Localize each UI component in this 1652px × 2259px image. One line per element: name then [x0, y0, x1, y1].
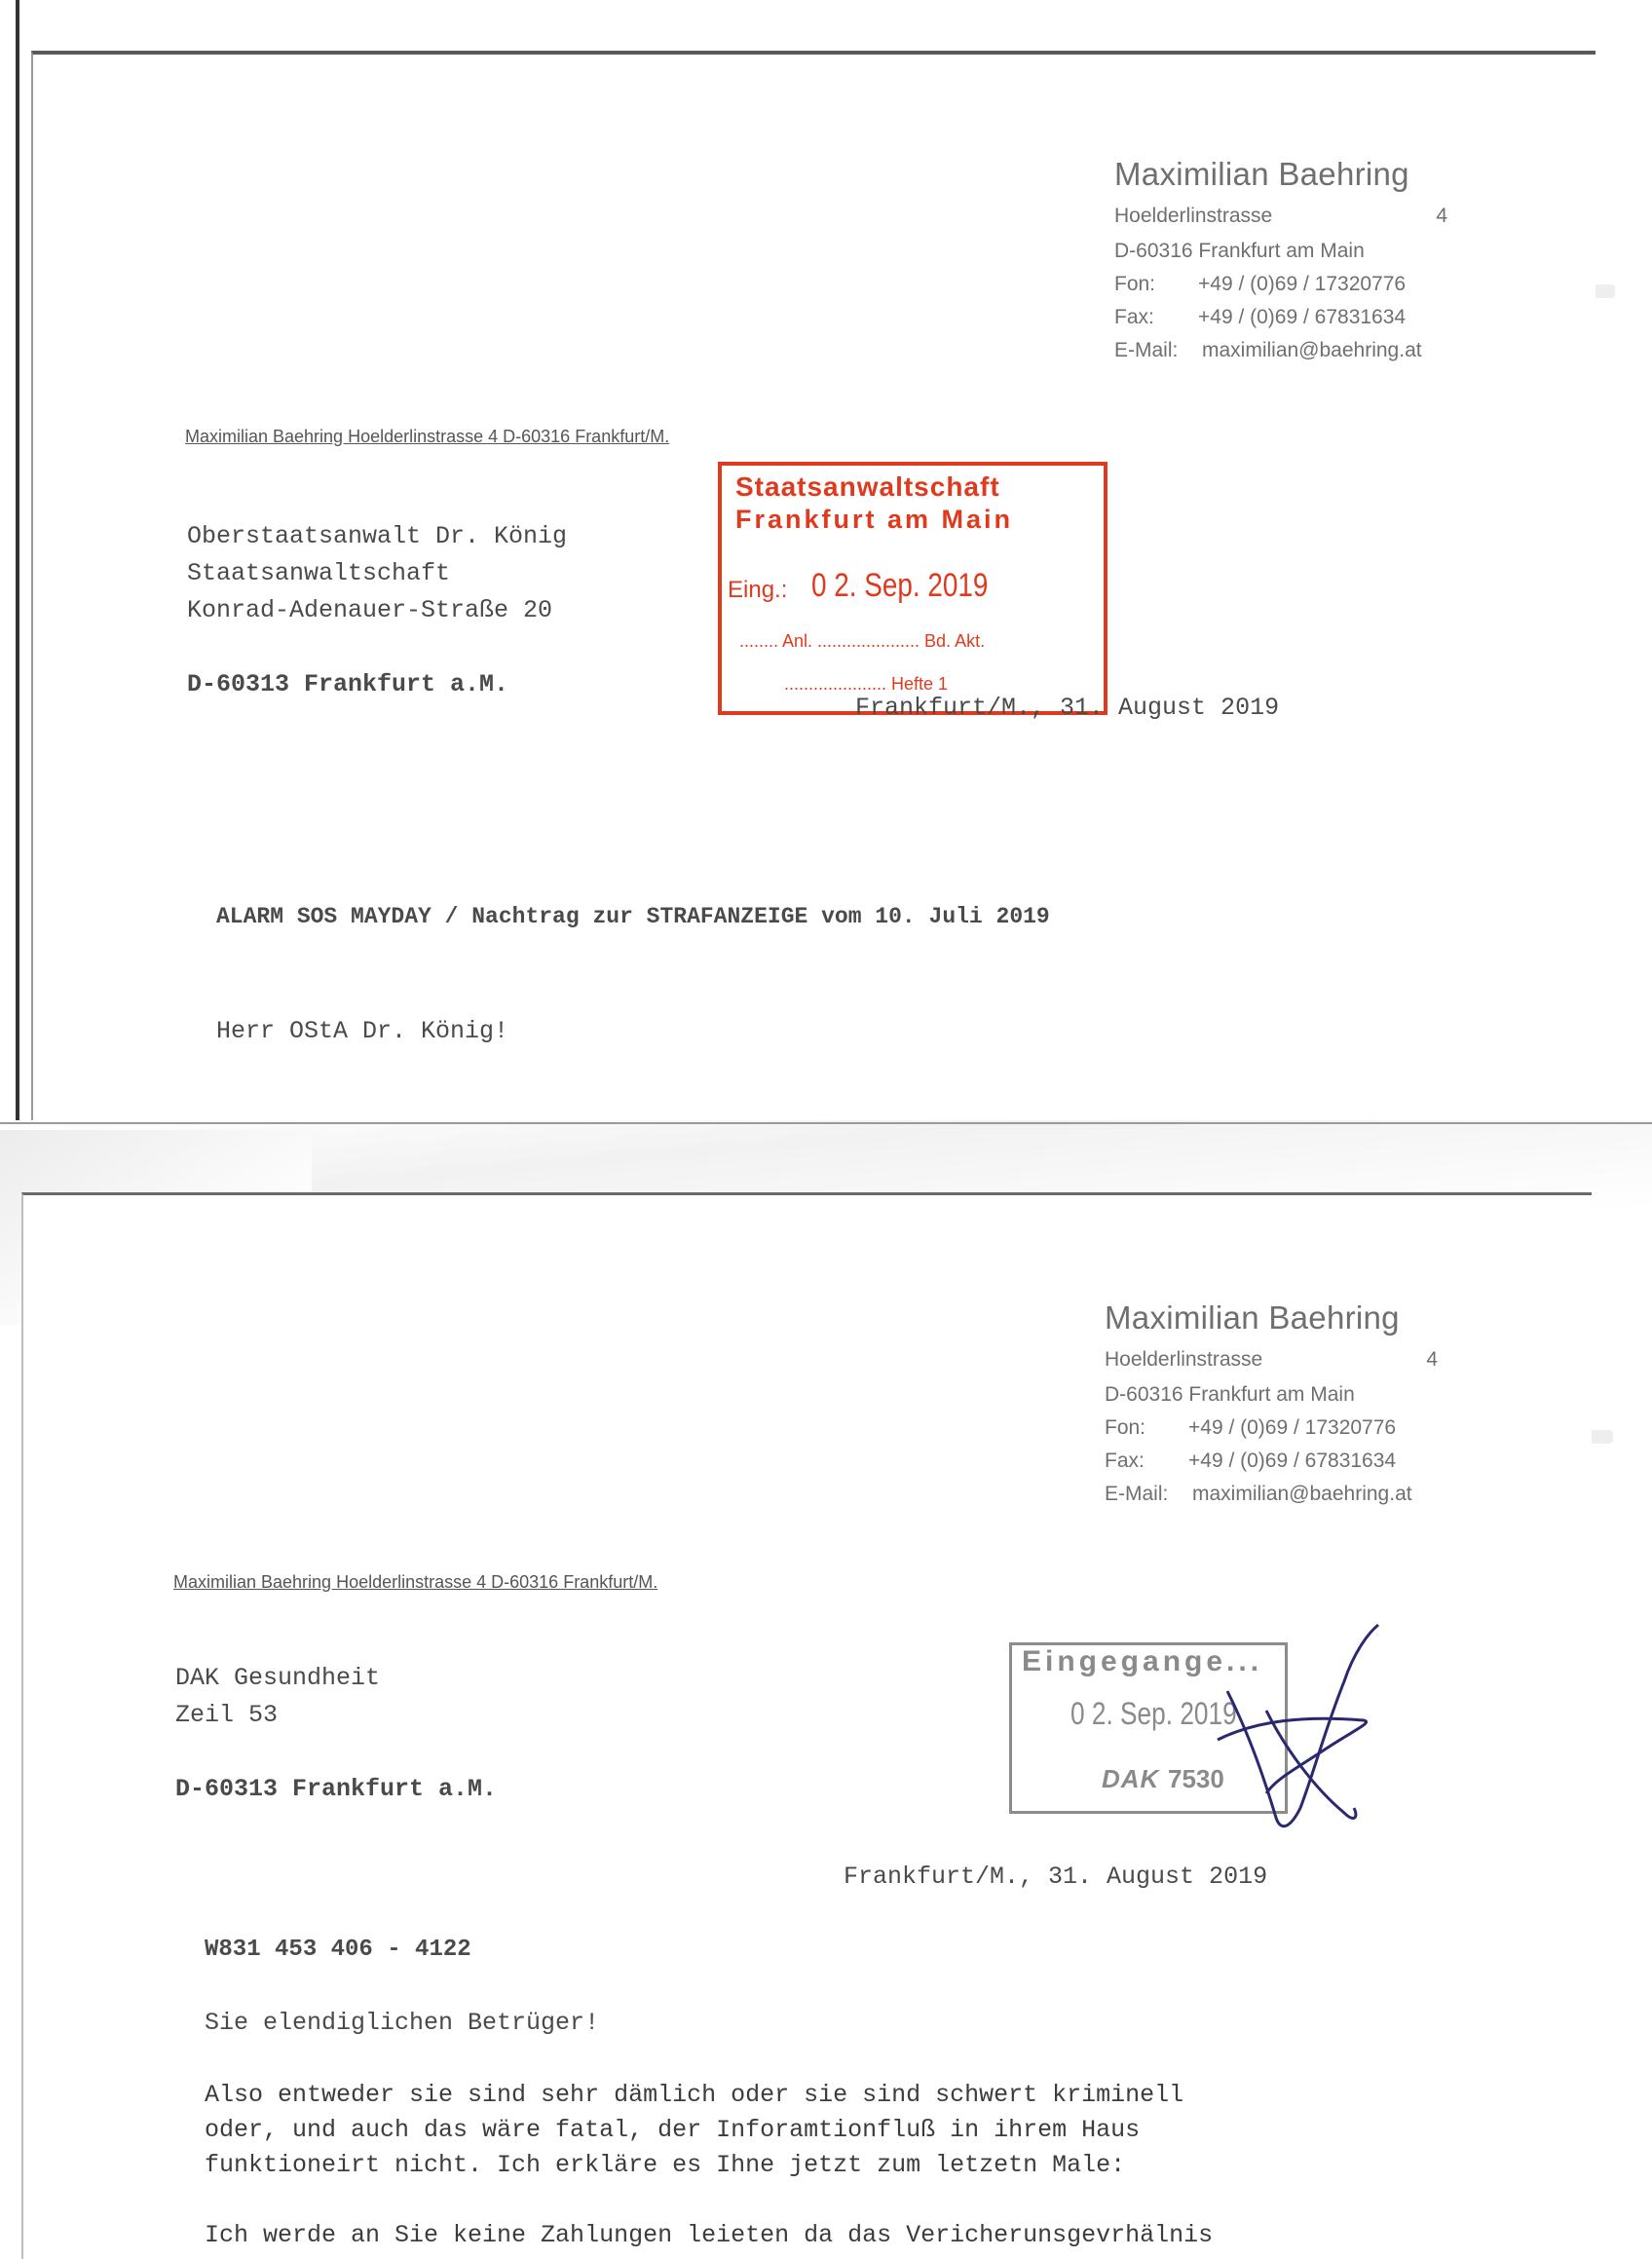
body-line: funktioneirt nicht. Ich erkläre es Ihne jetzt zum letzetn Male:	[205, 2151, 1126, 2179]
phone-number: +49 / (0)69 / 17320776	[1188, 1416, 1397, 1439]
sender-email-row	[1114, 339, 1447, 364]
recipient-city: D-60313 Frankfurt a.M.	[175, 1775, 498, 1803]
fax-number: +49 / (0)69 / 67831634	[1188, 1450, 1397, 1472]
sender-city: D-60316 Frankfurt am Main	[1105, 1383, 1355, 1406]
stamp-subtitle: Frankfurt am Main	[735, 505, 1014, 534]
phone-label: Fon:	[1105, 1416, 1146, 1439]
stamp-received-label: Eing.:	[728, 577, 788, 603]
stamp-title: Eingegange...	[1022, 1645, 1263, 1677]
reference-number: W831 453 406 - 4122	[205, 1937, 471, 1963]
stamp-attachments-row: ........ Anl. ..................... Bd. Akt.	[739, 631, 986, 651]
received-stamp-prosecutor	[718, 462, 1108, 715]
stamp-date: 0 2. Sep. 2019	[811, 567, 989, 604]
sender-street-row	[1114, 205, 1447, 230]
page-edge-line	[0, 1122, 1652, 1124]
recipient-line: Zeil 53	[175, 1701, 279, 1729]
signature-scribble	[1208, 1623, 1383, 1837]
email-label: E-Mail:	[1114, 339, 1179, 361]
fax-number: +49 / (0)69 / 67831634	[1198, 306, 1407, 328]
return-address-line: Maximilian Baehring Hoelderlinstrasse 4 D-60316 Frankfurt/M.	[185, 427, 670, 446]
body-line: oder, und auch das wäre fatal, der Inforamtionfluß in ihrem Haus	[205, 2116, 1141, 2144]
letter-date: Frankfurt/M., 31. August 2019	[844, 1863, 1268, 1891]
sender-name: Maximilian Baehring	[1105, 1299, 1400, 1336]
sender-phone-row	[1105, 1416, 1438, 1442]
sender-house-number: 4	[1436, 205, 1447, 227]
phone-label: Fon:	[1114, 273, 1156, 295]
salutation: Sie elendiglichen Betrüger!	[205, 2009, 600, 2037]
recipient-line: Konrad-Adenauer-Straße 20	[187, 596, 553, 624]
sender-fax-row	[1114, 306, 1447, 331]
body-line: Also entweder sie sind sehr dämlich oder sie sind schwert kriminell	[205, 2081, 1184, 2109]
recipient-city: D-60313 Frankfurt a.M.	[187, 670, 509, 698]
email-address: maximilian@baehring.at	[1202, 339, 1422, 361]
sender-city: D-60316 Frankfurt am Main	[1114, 240, 1365, 262]
stamp-title: Staatsanwaltschaft	[735, 471, 1000, 502]
recipient-line: Oberstaatsanwalt Dr. König	[187, 522, 568, 550]
sender-phone-row	[1114, 273, 1447, 298]
stamp-dak-logo: DAK	[1102, 1764, 1160, 1793]
letter-subject: ALARM SOS MAYDAY / Nachtrag zur STRAFANZEIGE vom 10. Juli 2019	[216, 904, 1050, 929]
body-line: Ich werde an Sie keine Zahlungen leieten da das Vericherunsgevrhälnis	[205, 2221, 1214, 2249]
fax-label: Fax:	[1105, 1450, 1145, 1472]
email-label: E-Mail:	[1105, 1483, 1169, 1505]
phone-number: +49 / (0)69 / 17320776	[1198, 273, 1407, 295]
fax-label: Fax:	[1114, 306, 1154, 328]
sender-street: Hoelderlinstrasse	[1105, 1348, 1263, 1371]
recipient-line: DAK Gesundheit	[175, 1664, 381, 1692]
email-address: maximilian@baehring.at	[1192, 1483, 1412, 1505]
stamp-code: 7530	[1168, 1764, 1224, 1793]
letter-date: Frankfurt/M., 31. August 2019	[855, 694, 1280, 722]
sender-email-row	[1105, 1483, 1438, 1508]
stamp-files-row: ..................... Hefte 1	[784, 674, 949, 694]
salutation: Herr OStA Dr. König!	[216, 1017, 509, 1045]
scan-edge	[16, 0, 19, 1120]
sender-name: Maximilian Baehring	[1114, 156, 1409, 192]
sender-house-number: 4	[1426, 1348, 1438, 1371]
stamp-date: 0 2. Sep. 2019	[1070, 1696, 1237, 1731]
sender-street: Hoelderlinstrasse	[1114, 205, 1273, 227]
sender-fax-row	[1105, 1450, 1438, 1475]
return-address-line: Maximilian Baehring Hoelderlinstrasse 4 D-60316 Frankfurt/M.	[173, 1572, 658, 1592]
sender-street-row	[1105, 1348, 1438, 1374]
recipient-line: Staatsanwaltschaft	[187, 559, 451, 587]
